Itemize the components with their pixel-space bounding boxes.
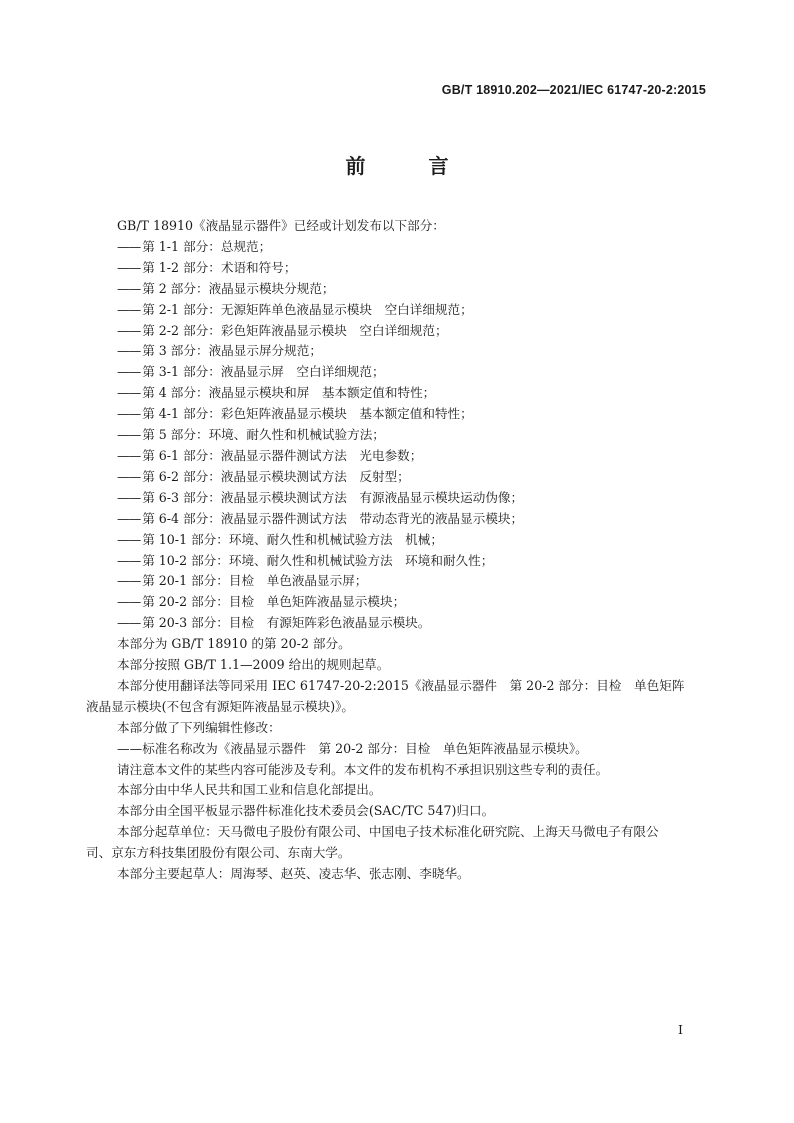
part-title: 第 2-2 部分：彩色矩阵液晶显示模块 空白详细规范； xyxy=(142,322,448,338)
paragraph-adoption-line2: 液晶显示模块(不包含有源矩阵液晶显示模块)》。 xyxy=(86,698,354,714)
part-title: 第 20-3 部分：目检 有源矩阵彩色液晶显示模块。 xyxy=(142,615,431,631)
dash-marker: —— xyxy=(117,322,141,338)
paragraph-drafting-units-line2: 司、京东方科技集团股份有限公司、东南大学。 xyxy=(86,845,351,861)
part-title: 第 5 部分：环境、耐久性和机械试验方法； xyxy=(142,427,385,443)
part-title: 第 3 部分：液晶显示屏分规范； xyxy=(142,343,322,359)
paragraph-drafting-units-line1: 本部分起草单位：天马微电子股份有限公司、中国电子技术标准化研究院、上海天马微电子有限公 xyxy=(117,824,659,840)
part-list-item xyxy=(86,446,706,467)
part-list-item xyxy=(86,404,706,425)
standard-code-header: GB/T 18910.202—2021/IEC 61747-20-2:2015 xyxy=(441,83,706,97)
part-list-item xyxy=(86,300,706,321)
dash-marker: —— xyxy=(117,343,141,359)
paragraph-drafting-units xyxy=(86,822,706,864)
dash-marker: —— xyxy=(117,447,141,463)
paragraph-drafters: 本部分主要起草人：周海琴、赵英、凌志华、张志刚、李晓华。 xyxy=(117,866,470,882)
dash-marker: —— xyxy=(117,301,141,317)
part-title: 第 1-1 部分：总规范； xyxy=(142,238,272,254)
part-list-item xyxy=(86,551,706,572)
page-title: 前 言 xyxy=(345,154,477,178)
dash-marker: —— xyxy=(117,280,141,296)
parts-list xyxy=(86,237,706,634)
part-list-item xyxy=(86,592,706,613)
part-list-item xyxy=(86,488,706,509)
part-title: 第 4-1 部分：彩色矩阵液晶显示模块 基本额定值和特性； xyxy=(142,406,473,422)
part-title: 第 6-4 部分：液晶显示器件测试方法 带动态背光的液晶显示模块； xyxy=(142,510,524,526)
part-list-item xyxy=(86,613,706,634)
dash-marker: —— xyxy=(117,468,141,484)
part-title: 第 1-2 部分：术语和符号； xyxy=(142,259,297,275)
part-title: 第 6-1 部分：液晶显示器件测试方法 光电参数； xyxy=(142,447,423,463)
intro-paragraph: GB/T 18910《液晶显示器件》已经或计划发布以下部分： xyxy=(117,218,445,233)
paragraph-title-change: ——标准名称改为《液晶显示器件 第 20-2 部分：目检 单色矩阵液晶显示模块》。 xyxy=(117,740,588,756)
part-title: 第 4 部分：液晶显示模块和屏 基本额定值和特性； xyxy=(142,385,436,401)
dash-marker: —— xyxy=(117,489,141,505)
part-list-item xyxy=(86,341,706,362)
paragraph-committee: 本部分由全国平板显示器件标准化技术委员会(SAC/TC 547)归口。 xyxy=(117,803,495,819)
part-list-item xyxy=(86,571,706,592)
paragraph-drafting-rules: 本部分按照 GB/T 1.1—2009 给出的规则起草。 xyxy=(117,657,390,673)
dash-marker: —— xyxy=(117,573,141,589)
part-list-item xyxy=(86,321,706,342)
part-title: 第 20-1 部分：目检 单色液晶显示屏； xyxy=(142,573,368,589)
paragraph-editorial-changes: 本部分做了下列编辑性修改： xyxy=(117,719,281,735)
paragraph-part-number: 本部分为 GB/T 18910 的第 20-2 部分。 xyxy=(117,636,351,652)
paragraph-adoption xyxy=(86,676,706,718)
part-title: 第 3-1 部分：液晶显示屏 空白详细规范； xyxy=(142,364,385,380)
dash-marker: —— xyxy=(117,531,141,547)
part-list-item xyxy=(86,279,706,300)
paragraph-adoption-line1: 本部分使用翻译法等同采用 IEC 61747-20-2:2015《液晶显示器件 第 20-2 部分：目检 单色矩阵 xyxy=(117,677,685,693)
part-title: 第 10-1 部分：环境、耐久性和机械试验方法 机械； xyxy=(142,531,443,547)
part-list-item xyxy=(86,383,706,404)
dash-marker: —— xyxy=(117,385,141,401)
part-list-item xyxy=(86,237,706,258)
dash-marker: —— xyxy=(117,406,141,422)
dash-marker: —— xyxy=(117,510,141,526)
part-list-item xyxy=(86,258,706,279)
part-title: 第 20-2 部分：目检 单色矩阵液晶显示模块； xyxy=(142,594,406,610)
dash-marker: —— xyxy=(117,238,141,254)
part-title: 第 10-2 部分：环境、耐久性和机械试验方法 环境和耐久性； xyxy=(142,552,494,568)
part-title: 第 6-3 部分：液晶显示模块测试方法 有源液晶显示模块运动伪像； xyxy=(142,489,524,505)
part-title: 第 6-2 部分：液晶显示模块测试方法 反射型； xyxy=(142,468,410,484)
dash-marker: —— xyxy=(117,259,141,275)
part-list-item xyxy=(86,425,706,446)
dash-marker: —— xyxy=(117,594,141,610)
dash-marker: —— xyxy=(117,427,141,443)
dash-marker: —— xyxy=(117,615,141,631)
part-list-item xyxy=(86,509,706,530)
part-list-item xyxy=(86,467,706,488)
dash-marker: —— xyxy=(117,552,141,568)
part-list-item xyxy=(86,530,706,551)
paragraph-patent-notice: 请注意本文件的某些内容可能涉及专利。本文件的发布机构不承担识别这些专利的责任。 xyxy=(117,761,609,777)
paragraph-proposed-by: 本部分由中华人民共和国工业和信息化部提出。 xyxy=(117,782,382,798)
dash-marker: —— xyxy=(117,364,141,380)
foreword-body xyxy=(86,216,706,885)
part-list-item xyxy=(86,362,706,383)
part-title: 第 2-1 部分：无源矩阵单色液晶显示模块 空白详细规范； xyxy=(142,301,473,317)
part-title: 第 2 部分：液晶显示模块分规范； xyxy=(142,280,335,296)
page-number: I xyxy=(678,1022,683,1037)
